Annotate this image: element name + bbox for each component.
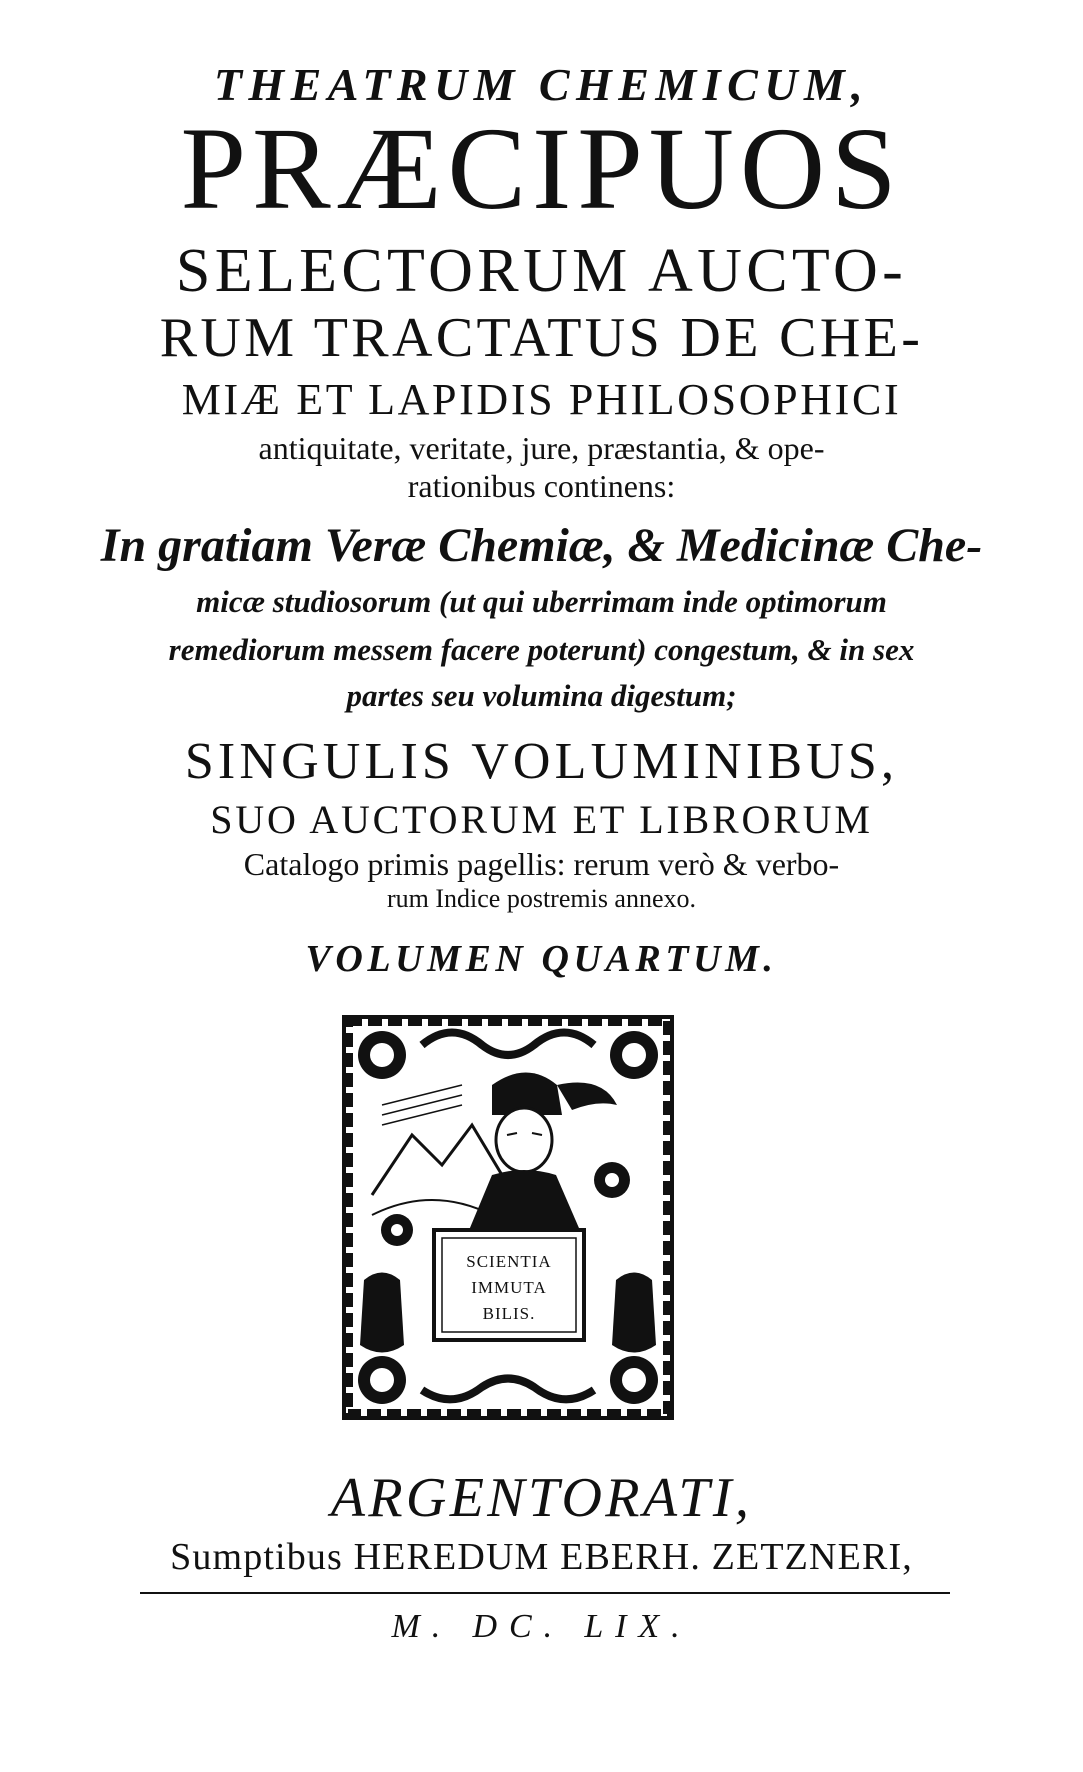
subtitle-line-1: antiquitate, veritate, jure, præstantia, & ope- xyxy=(258,430,825,466)
imprint-rule xyxy=(140,1592,950,1594)
dedication-line-1: In gratiam Veræ Chemiæ, & Medicinæ Che- xyxy=(100,519,983,572)
imprint-year: M. DC. LIX. xyxy=(391,1608,692,1645)
title-line-3: SELECTORUM AUCTO- xyxy=(175,237,908,305)
printers-device-emblem xyxy=(342,1015,674,1420)
dedication-line-4: partes seu volumina digestum; xyxy=(346,678,737,713)
title-line-4: RUM TRACTATUS DE CHE- xyxy=(159,307,924,369)
imprint-city: ARGENTORATI, xyxy=(330,1467,753,1529)
dedication-line-2: micæ studiosorum (ut qui uberrimam inde optimorum xyxy=(196,584,887,619)
series-title: THEATRUM CHEMICUM, xyxy=(213,59,870,110)
contents-heading-1: SINGULIS VOLUMINIBUS, xyxy=(184,733,899,790)
subtitle-line-2: rationibus continens: xyxy=(407,468,676,504)
volume-label: VOLUMEN QUARTUM. xyxy=(305,938,778,980)
main-title: PRÆCIPUOS xyxy=(180,103,903,234)
dedication-line-3: remediorum messem facere poterunt) congestum, & in sex xyxy=(168,632,915,667)
contents-note-1: Catalogo primis pagellis: rerum verò & verbo- xyxy=(243,846,840,882)
motto-line-2: IMMUTA xyxy=(471,1278,547,1297)
title-line-5: MIÆ ET LAPIDIS PHILOSOPHICI xyxy=(181,375,902,424)
imprint-publisher: Sumptibus HEREDUM EBERH. ZETZNERI, xyxy=(170,1536,913,1578)
contents-heading-2: SUO AUCTORUM ET LIBRORUM xyxy=(210,797,873,842)
motto-line-3: BILIS. xyxy=(482,1304,536,1323)
motto-line-1: SCIENTIA xyxy=(466,1252,552,1271)
contents-note-2: rum Indice postremis annexo. xyxy=(386,884,697,913)
